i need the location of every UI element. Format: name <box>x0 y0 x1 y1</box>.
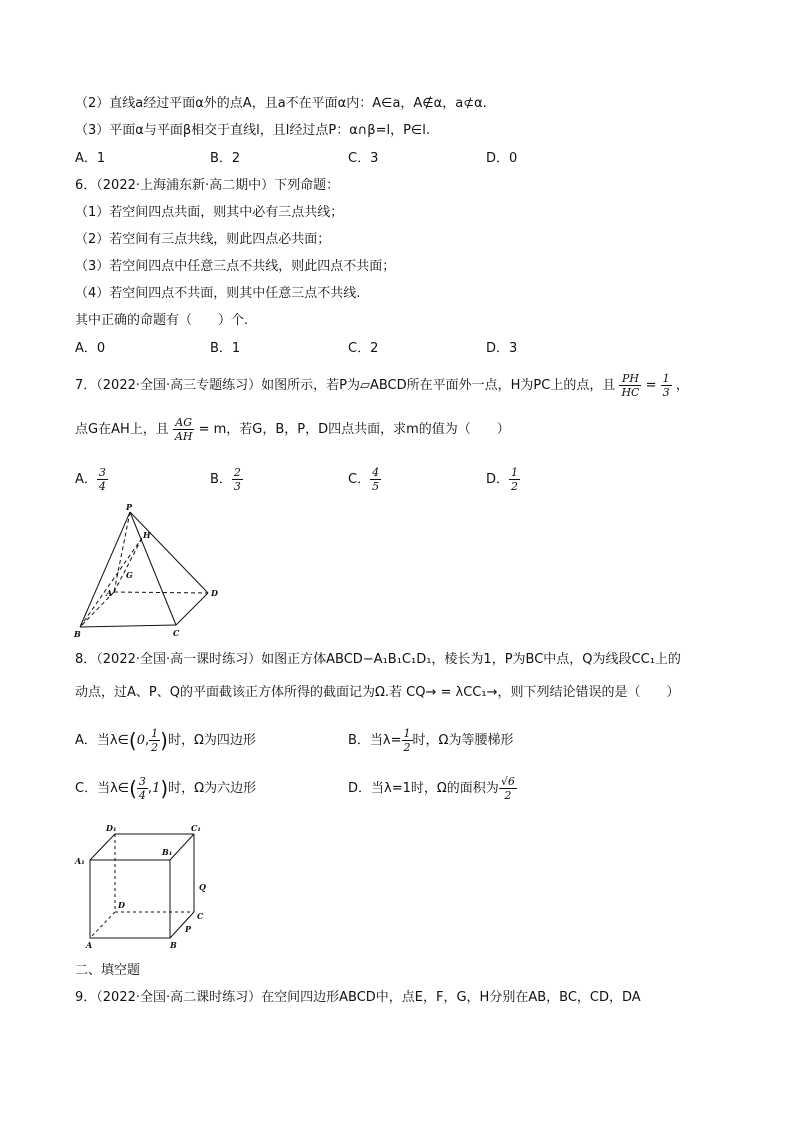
label-g: G <box>126 570 133 580</box>
q8-option-d[interactable]: D．当λ=1时，Ω的面积为 $\frac{√6}{2}$ <box>348 775 515 802</box>
label-a: A <box>86 940 93 950</box>
q7-ratio-ag-ah: $\frac{AG}{AH}$ <box>174 416 193 443</box>
q9-stem: 9．（2022·全国·高二课时练习）在空间四边形ABCD中，点E，F，G，H分别在AB，BC，CD，DA <box>75 990 641 1005</box>
label-p: P <box>126 502 133 512</box>
label-a: A <box>106 588 113 598</box>
q6-statement-4: （4）若空间四点不共面，则其中任意三点不共线. <box>75 286 361 301</box>
label-b1: B₁ <box>162 847 173 857</box>
q6-statement-1: （1）若空间四点共面，则其中必有三点共线； <box>75 205 344 220</box>
label-d: D <box>211 588 218 598</box>
q7-option-b[interactable]: B． $\frac{2}{3}$ <box>210 466 241 493</box>
q5-option-b[interactable]: B．2 <box>210 151 241 166</box>
label-b: B <box>170 940 177 950</box>
q6-option-a[interactable]: A．0 <box>75 341 106 356</box>
q7-stem-text: 7．（2022·全国·高三专题练习）如图所示，若P为▱ABCD所在平面外一点，H为PC上的点，且 <box>75 378 616 393</box>
q6-statement-3: （3）若空间四点中任意三点不共线，则此四点不共面； <box>75 259 396 274</box>
q5-option-c[interactable]: C．3 <box>348 151 379 166</box>
q6-stem: 6．（2022·上海浦东新·高二期中）下列命题： <box>75 178 340 193</box>
label-d: D <box>118 900 125 910</box>
q5-statement-2: （2）直线a经过平面α外的点A，且a不在平面α内：A∈a，A∉α，a⊄α. <box>75 96 487 111</box>
label-c: C <box>173 628 180 638</box>
q7-option-d[interactable]: D． $\frac{1}{2}$ <box>486 466 519 493</box>
label-b: B <box>74 629 81 639</box>
pyramid-figure <box>70 500 230 640</box>
q7-option-c[interactable]: C． $\frac{4}{5}$ <box>348 466 380 493</box>
q6-statement-2: （2）若空间有三点共线，则此四点必共面； <box>75 232 331 247</box>
label-c: C <box>197 911 204 921</box>
q5-statement-3: （3）平面α与平面β相交于直线l，且l经过点P：α∩β=l，P∈l. <box>75 123 430 138</box>
label-a1: A₁ <box>75 856 85 866</box>
label-h: H <box>143 530 151 540</box>
q5-option-a[interactable]: A．1 <box>75 151 106 166</box>
label-c1: C₁ <box>191 823 201 833</box>
cube-figure <box>72 820 222 952</box>
q8-option-b[interactable]: B．当λ= $\frac{1}{2}$ 时，Ω为等腰梯形 <box>348 727 514 754</box>
q5-option-d[interactable]: D．0 <box>486 151 518 166</box>
q7-ratio-ph-hc: $\frac{PH}{HC}$ <box>621 372 640 399</box>
q8-stem-line-2: 动点，过A、P、Q的平面截该正方体所得的截面记为Ω.若 CQ→ = λCC₁→，则下列结论错误的是（ ） <box>75 685 680 700</box>
q7-stem-line-2: 点G在AH上，且 $\frac{AG}{AH}$ = m，若G，B，P，D四点共面，求m的值为（ ） <box>75 416 510 443</box>
q7-option-a[interactable]: A． $\frac{3}{4}$ <box>75 466 106 493</box>
q8-option-a[interactable]: A．当λ∈(0, $\frac{1}{2}$ )时，Ω为四边形 <box>75 727 256 754</box>
q6-question: 其中正确的命题有（ ）个. <box>75 313 249 328</box>
q7-stem-line-1: 7．（2022·全国·高三专题练习）如图所示，若P为▱ABCD所在平面外一点，H为PC上的点，且 $\frac{PH}{HC}$ = $\frac{1}{3}$ ， <box>75 372 689 399</box>
q8-stem-line-1: 8．（2022·全国·高一课时练习）如图正方体ABCD−A₁B₁C₁D₁，棱长为1，P为BC中点，Q为线段CC₁上的 <box>75 652 681 667</box>
q6-option-c[interactable]: C．2 <box>348 341 379 356</box>
label-p: P <box>185 924 192 934</box>
q6-option-b[interactable]: B．1 <box>210 341 241 356</box>
label-q: Q <box>199 882 206 892</box>
q6-option-d[interactable]: D．3 <box>486 341 518 356</box>
label-d1: D₁ <box>106 823 117 833</box>
q8-option-c[interactable]: C．当λ∈( $\frac{3}{4}$ ,1)时，Ω为六边形 <box>75 775 257 802</box>
section-heading-fill-in: 二、填空题 <box>75 963 141 978</box>
q7-ratio-value: $\frac{1}{3}$ <box>662 372 670 399</box>
